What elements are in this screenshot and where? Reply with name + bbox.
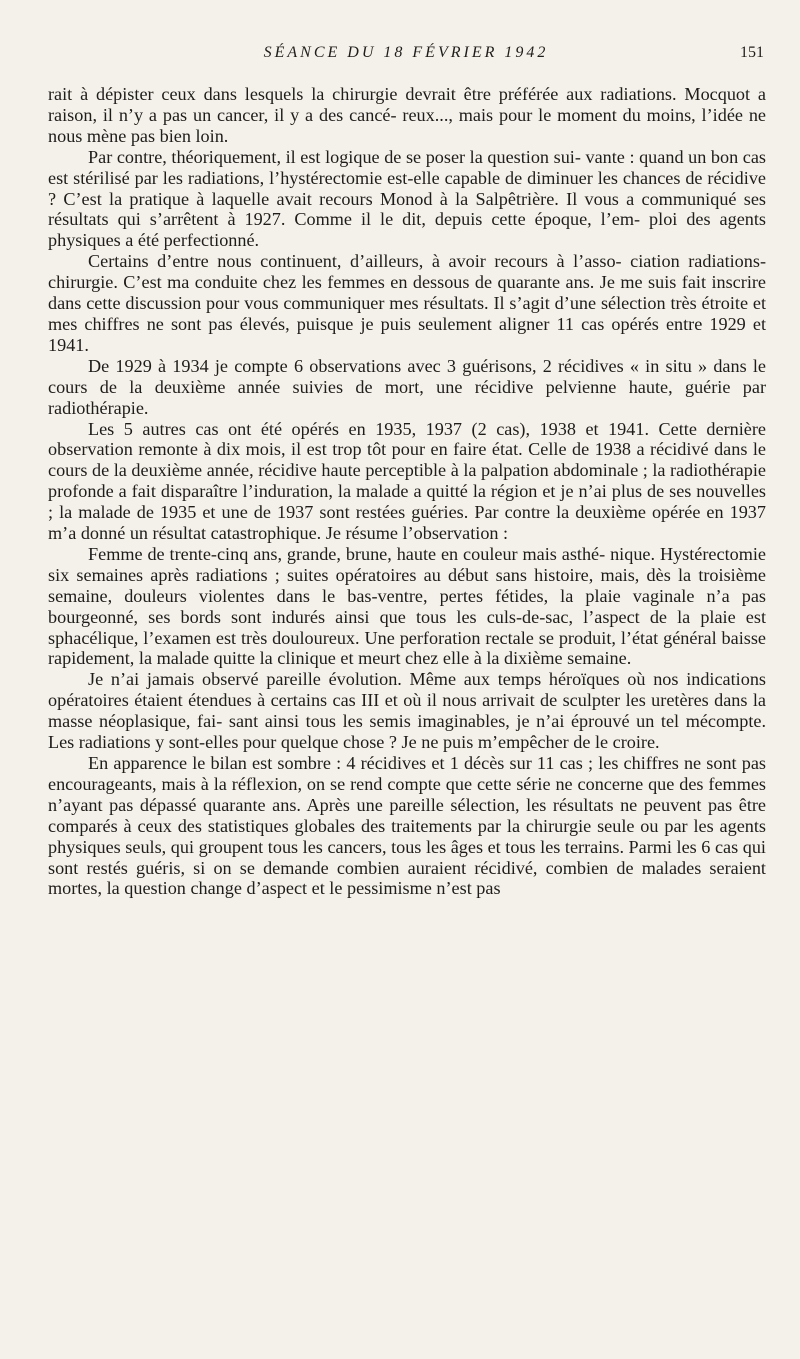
page-number: 151 (740, 44, 764, 61)
body-text (48, 84, 766, 899)
paragraph: rait à dépister ceux dans lesquels la chirurgie devrait être préférée aux radiations. Mocquot a raison, il n’y a pas un cancer, il y a des cancé- reux..., mais pour le moment du moins, l’idée ne nous mène pas bien loin. (48, 84, 766, 146)
paragraph: Par contre, théoriquement, il est logique de se poser la question sui- vante : quand un bon cas est stérilisé par les radiations, l’hystérectomie est-elle capable de diminuer les chances de récidive ? C’est la pratique à laquelle avait recours Monod à la Salpêtrière. Il vous a communiqué ses résultats qui s’arrêtent à 1927. Comme il le dit, depuis cette époque, l’em- ploi des agents physiques a été perfectionné. (48, 146, 766, 251)
paragraph: Je n’ai jamais observé pareille évolution. Même aux temps héroïques où nos indications opératoires étaient étendues à certains cas III et où il nous arrivait de sculpter les uretères dans la masse néoplasique, fai- sant ainsi tous les semis imaginables, je n’ai éprouvé un tel mécompte. Les radiations y sont-elles pour quelque chose ? Je ne puis m’empêcher de le croire. (48, 669, 766, 753)
paragraph: Femme de trente-cinq ans, grande, brune, haute en couleur mais asthé- nique. Hystérectomie six semaines après radiations ; suites opératoires au début sans histoire, mais, dès la troisième semaine, douleurs violentes dans le bas-ventre, pertes fétides, la plaie vaginale n’a pas bourgeonné, ses bords sont indurés ainsi que tous les culs-de-sac, l’aspect de la plaie est sphacélique, l’examen est très douloureux. Une perforation rectale se produit, l’état général baisse rapidement, la malade quitte la clinique et meurt chez elle à la dixième semaine. (48, 543, 766, 669)
paragraph: Les 5 autres cas ont été opérés en 1935, 1937 (2 cas), 1938 et 1941. Cette dernière observation remonte à dix mois, il est trop tôt pour en faire état. Celle de 1938 a récidivé dans le cours de la deuxième année, récidive haute perceptible à la palpation abdominale ; la radiothérapie profonde a fait disparaître l’induration, la malade a quitté la région et je n’ai plus de ses nouvelles ; la malade de 1935 et une de 1937 sont restées guéries. Par contre la deuxième opérée en 1937 m’a donné un résultat catastrophique. Je résume l’observation : (48, 418, 766, 544)
page-header (48, 44, 764, 68)
paragraph: Certains d’entre nous continuent, d’ailleurs, à avoir recours à l’asso- ciation radiations-chirurgie. C’est ma conduite chez les femmes en dessous de quarante ans. Je me suis fait inscrire dans cette discussion pour vous communiquer mes résultats. Il s’agit d’une sélection très étroite et mes chiffres ne sont pas élevés, puisque je puis seulement aligner 11 cas opérés entre 1929 et 1941. (48, 251, 766, 355)
running-title: SÉANCE DU 18 FÉVRIER 1942 (263, 44, 549, 61)
paragraph: De 1929 à 1934 je compte 6 observations avec 3 guérisons, 2 récidives « in situ » dans le cours de la deuxième année suivies de mort, une récidive pelvienne haute, guérie par radiothérapie. (48, 355, 766, 418)
paragraph: En apparence le bilan est sombre : 4 récidives et 1 décès sur 11 cas ; les chiffres ne sont pas encourageants, mais à la réflexion, on se rend compte que cette série ne concerne que des femmes n’ayant pas dépassé quarante ans. Après une pareille sélection, les résultats ne peuvent pas être comparés à ceux des statistiques globales des traitements par la chirurgie seule ou par les agents physiques seuls, qui groupent tous les cancers, tous les âges et tous les terrains. Parmi les 6 cas qui sont restés guéris, si on se demande combien auraient récidivé, combien de malades seraient mortes, la question change d’aspect et le pessimisme n’est pas (48, 753, 766, 899)
